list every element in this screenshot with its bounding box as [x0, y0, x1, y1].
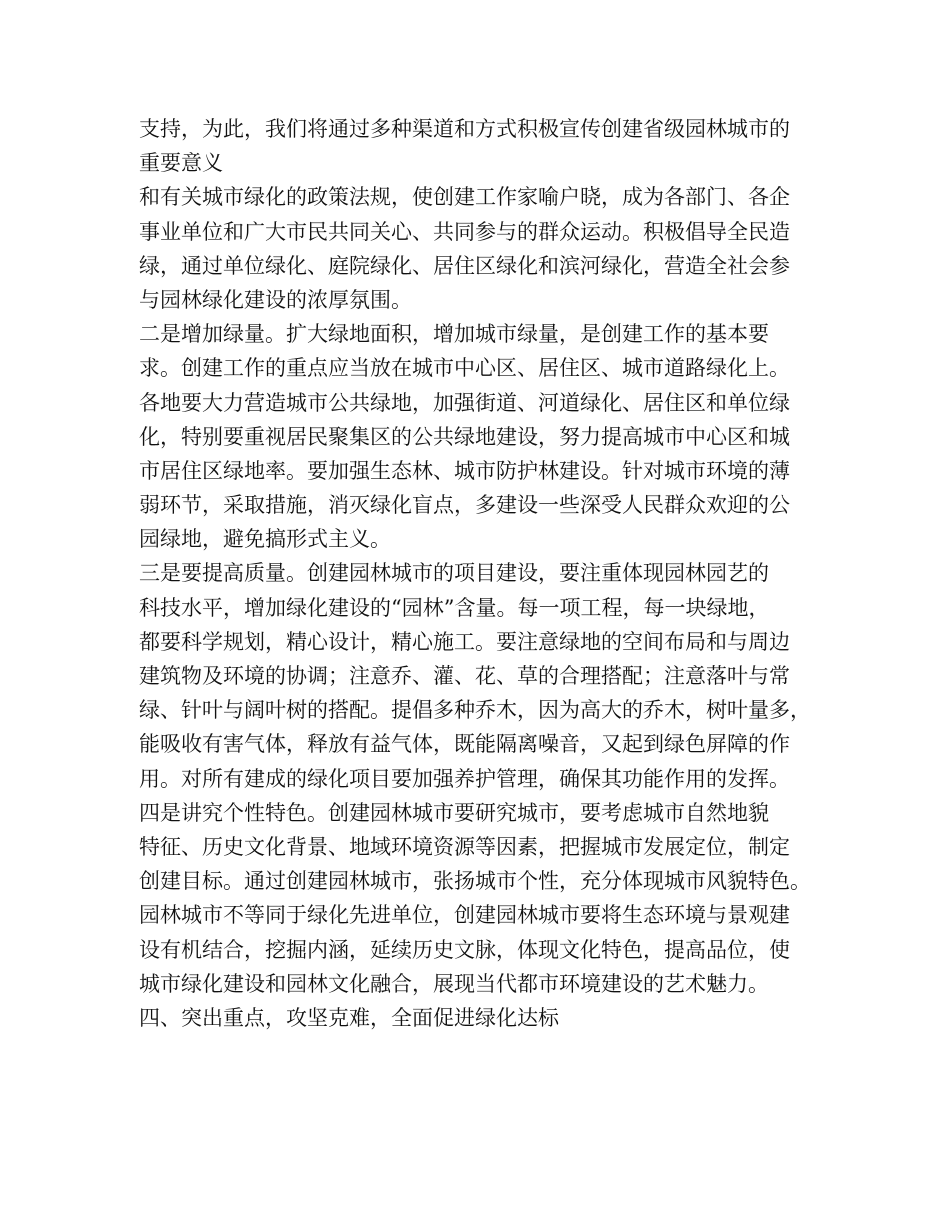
- text-line: 和有关城市绿化的政策法规，使创建工作家喻户晓，成为各部门、各企: [139, 185, 790, 210]
- text-line: 能吸收有害气体，释放有益气体，既能隔离噪音，又起到绿色屏障的作: [139, 732, 790, 757]
- text-line: 四是讲究个性特色。创建园林城市要研究城市，要考虑城市自然地貌: [139, 800, 769, 825]
- text-line: 各地要大力营造城市公共绿地，加强街道、河道绿化、居住区和单位绿: [139, 390, 790, 415]
- text-line: 与园林绿化建设的浓厚氛围。: [139, 287, 412, 312]
- text-line: 四、突出重点，攻坚克难，全面促进绿化达标: [139, 1005, 559, 1030]
- text-line: 科技水平，增加绿化建设的“园林”含量。每一项工程，每一块绿地，: [139, 595, 770, 620]
- text-line: 特征、历史文化背景、地域环境资源等因素，把握城市发展定位，制定: [139, 834, 790, 859]
- body-text: [139, 112, 829, 1035]
- text-line: 绿、针叶与阔叶树的搭配。提倡多种乔木，因为高大的乔木，树叶量多，: [139, 698, 811, 723]
- text-line: 市居住区绿地率。要加强生态林、城市防护林建设。针对城市环境的薄: [139, 458, 790, 483]
- text-line: 用。对所有建成的绿化项目要加强养护管理，确保其功能作用的发挥。: [139, 766, 790, 791]
- text-line: 设有机结合，挖掘内涵，延续历史文脉，体现文化特色，提高品位，使: [139, 937, 790, 962]
- text-line: 创建目标。通过创建园林城市，张扬城市个性，充分体现城市风貌特色。: [139, 869, 811, 894]
- text-line: 建筑物及环境的协调；注意乔、灌、花、草的合理搭配；注意落叶与常: [139, 664, 790, 688]
- text-line: 事业单位和广大市民共同关心、共同参与的群众运动。积极倡导全民造: [139, 219, 790, 244]
- text-line: 城市绿化建设和园林文化融合，展现当代都市环境建设的艺术魅力。: [139, 971, 769, 996]
- text-line: 都要科学规划，精心设计，精心施工。要注意绿地的空间布局和与周边: [139, 629, 790, 654]
- text-line: 园绿地，避免搞形式主义。: [139, 527, 391, 552]
- text-line: 绿，通过单位绿化、庭院绿化、居住区绿化和滨河绿化，营造全社会参: [139, 253, 790, 278]
- text-line: 弱环节，采取措施，消灭绿化盲点，多建设一些深受人民群众欢迎的公: [139, 493, 790, 518]
- text-line: 二是增加绿量。扩大绿地面积，增加城市绿量，是创建工作的基本要: [139, 322, 769, 347]
- text-line: 支持，为此，我们将通过多种渠道和方式积极宣传创建省级园林城市的: [139, 117, 790, 141]
- text-line: 重要意义: [139, 151, 223, 176]
- text-line: 三是要提高质量。创建园林城市的项目建设，要注重体现园林园艺的: [139, 561, 769, 586]
- text-line: 化，特别要重视居民聚集区的公共绿地建设，努力提高城市中心区和城: [139, 424, 790, 449]
- text-line: 求。创建工作的重点应当放在城市中心区、居住区、城市道路绿化上。: [139, 356, 790, 381]
- text-line: 园林城市不等同于绿化先进单位，创建园林城市要将生态环境与景观建: [139, 903, 790, 928]
